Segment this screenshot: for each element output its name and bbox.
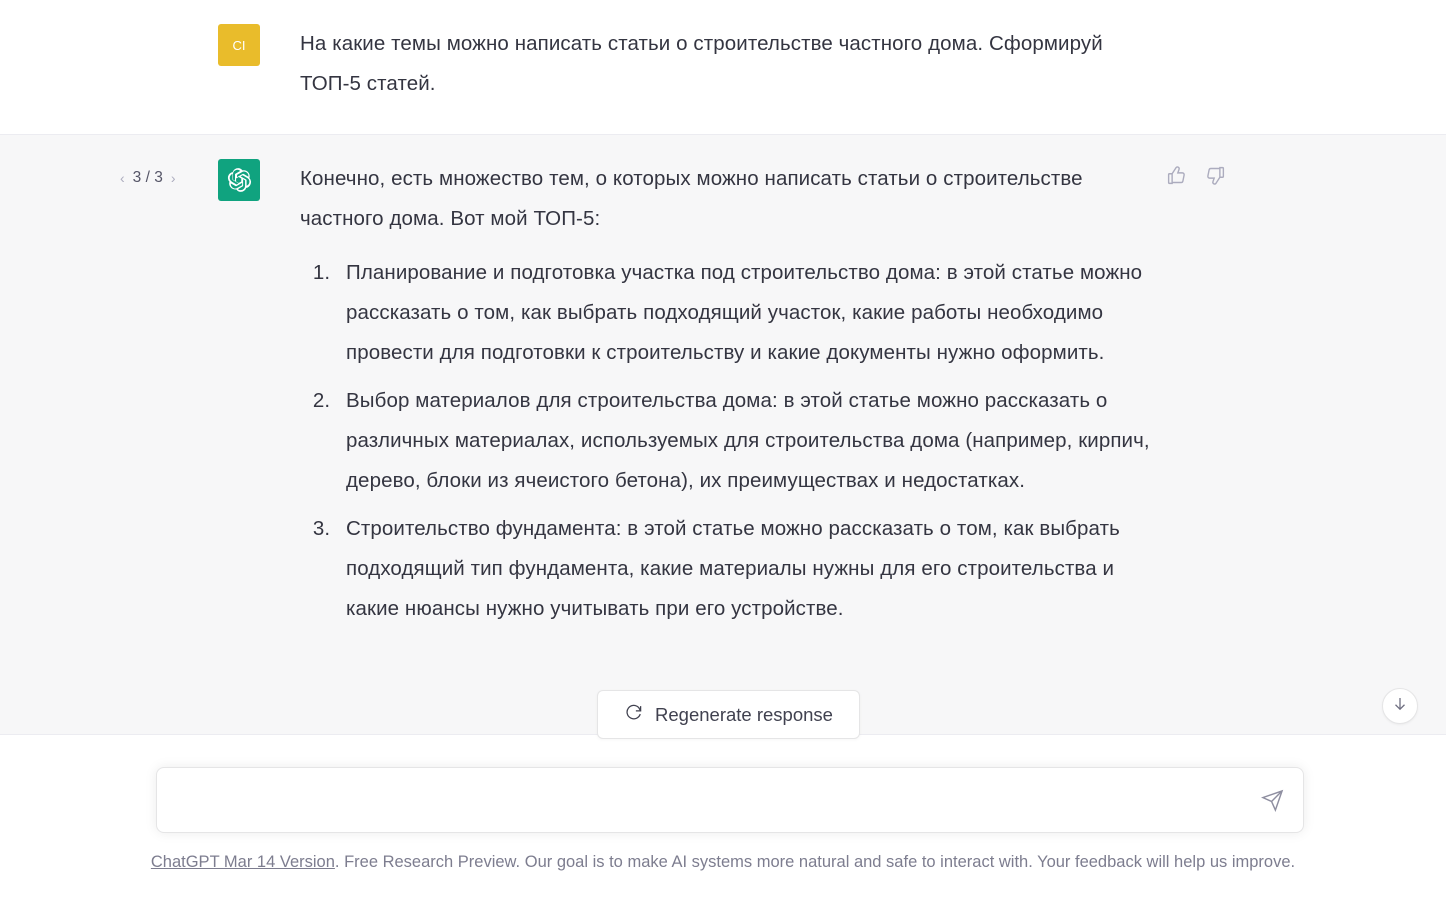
list-item: 3. Строительство фундамента: в этой статье можно рассказать о том, как выбрать подходящий тип фундамента, какие материалы нужны для его строительства и какие нюансы нужно учитывать при его устройстве.	[336, 509, 1150, 629]
user-message-text: На какие темы можно написать статьи о строительстве частного дома. Сформируй ТОП-5 статей.	[300, 32, 1103, 95]
feedback-controls	[1166, 165, 1226, 191]
footer	[0, 853, 1446, 872]
response-pagination[interactable]	[118, 169, 178, 187]
thumbs-down-icon[interactable]	[1205, 165, 1226, 191]
openai-logo-icon	[226, 167, 252, 193]
composer-area	[0, 755, 1446, 900]
arrow-down-icon	[1391, 695, 1409, 718]
avatar-initials: CI	[232, 37, 246, 53]
send-button[interactable]	[1257, 785, 1287, 815]
assistant-message-text	[300, 159, 1150, 629]
prev-response-arrow[interactable]: ‹	[120, 169, 125, 186]
regenerate-label: Regenerate response	[655, 703, 833, 725]
thumbs-up-icon[interactable]	[1166, 165, 1187, 191]
assistant-message-row	[0, 135, 1446, 735]
list-item: 2. Выбор материалов для строительства дома: в этой статье можно рассказать о различных материалах, используемых для строительства дома (например, кирпич, дерево, блоки из ячеистого бетона), их преимуществах и недостатках.	[336, 381, 1150, 501]
user-message-inner	[0, 24, 1446, 104]
list-item: 1. Планирование и подготовка участка под строительство дома: в этой статье можно рассказать о том, как выбрать подходящий участок, какие работы необходимо провести для подготовки к строительству и какие документы нужно оформить.	[336, 253, 1150, 373]
next-response-arrow[interactable]: ›	[170, 169, 176, 186]
prompt-input[interactable]	[157, 790, 1303, 811]
scroll-to-bottom-button[interactable]	[1382, 688, 1418, 724]
avatar-assistant	[218, 159, 260, 201]
composer[interactable]	[156, 767, 1304, 833]
assistant-intro: Конечно, есть множество тем, о которых можно написать статьи о строительстве частного дома. Вот мой ТОП-5:	[300, 166, 1083, 230]
version-link[interactable]: ChatGPT Mar 14 Version	[150, 853, 335, 871]
user-message-row	[0, 0, 1446, 135]
footer-text: . Free Research Preview. Our goal is to make AI systems more natural and safe to interact with. Your feedback will help us improve.	[334, 853, 1296, 871]
avatar-user	[218, 24, 260, 66]
assistant-message-inner	[0, 159, 1446, 629]
answer-list	[300, 253, 1150, 629]
regenerate-response-button[interactable]	[597, 690, 860, 739]
response-counter: 3 / 3	[132, 168, 163, 186]
refresh-icon	[624, 703, 643, 727]
